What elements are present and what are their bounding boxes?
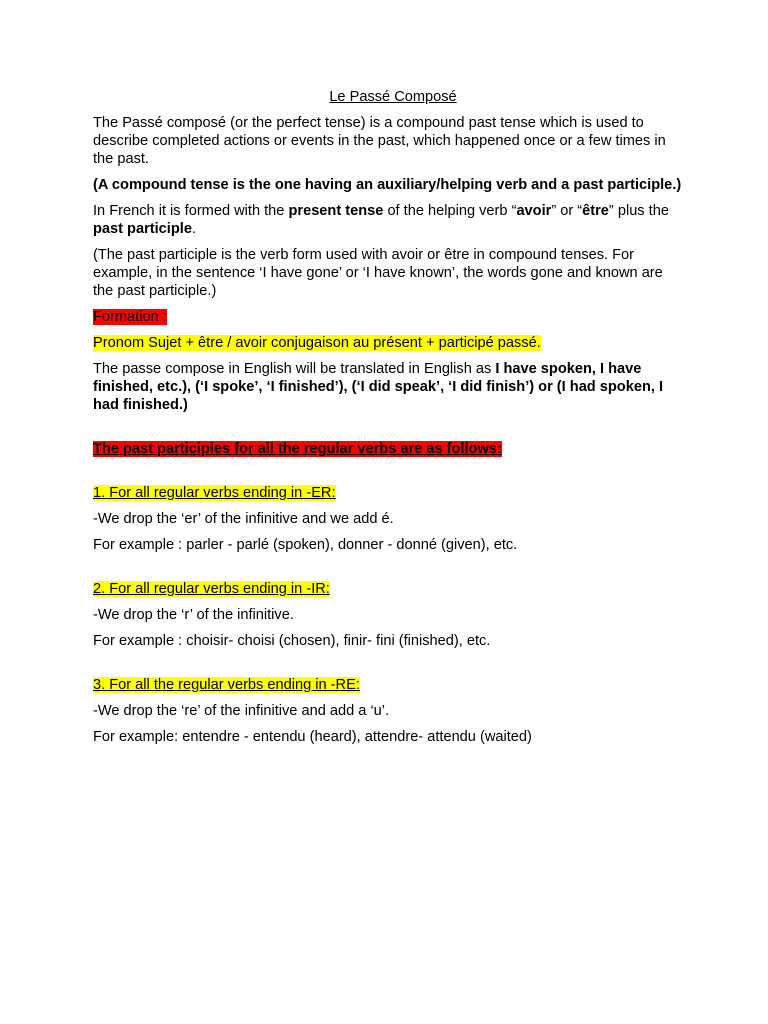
participles-heading-line: [93, 440, 683, 458]
formed-bold-past-participle: past participle: [93, 221, 192, 237]
formed-text-4: ” plus the: [608, 203, 669, 219]
spacer: [93, 422, 683, 440]
translation-bold: I have spoken, I have finished, etc.), (‘I spoke’, ‘I finished’), (‘I did speak’, ‘I did finish’) or (I had spoken, I had finished.): [93, 361, 664, 413]
section-rule-er: -We drop the ‘er’ of the infinitive and we add é.: [93, 511, 394, 527]
translation-paragraph: [93, 360, 683, 414]
section-heading-line: [93, 580, 683, 598]
spacer: [93, 658, 683, 676]
spacer: [93, 466, 683, 484]
translation-text: The passe compose in English will be translated in English as: [93, 361, 496, 377]
formed-paragraph: [93, 202, 683, 238]
formation-label: Formation :: [93, 309, 167, 325]
section-rule-ir: -We drop the ‘r’ of the infinitive.: [93, 607, 294, 623]
formation-label-line: [93, 308, 683, 326]
formula: Pronom Sujet + être / avoir conjugaison au présent + participé passé.: [93, 335, 541, 351]
formed-bold-present-tense: present tense: [288, 203, 384, 219]
formed-bold-etre: être: [582, 203, 609, 219]
compound-note: [93, 176, 683, 194]
spacer: [93, 562, 683, 580]
section-heading-er: 1. For all regular verbs ending in -ER:: [93, 485, 336, 501]
section-heading-line: [93, 484, 683, 502]
section-rule-re: -We drop the ‘re’ of the infinitive and add a ‘u’.: [93, 703, 390, 719]
section-heading-re: 3. For all the regular verbs ending in -RE:: [93, 677, 360, 693]
document-body: [93, 88, 683, 754]
section-heading-line: [93, 676, 683, 694]
participles-heading: The past participles for all the regular verbs are as follows:: [93, 441, 502, 457]
section-example-ir: For example : choisir- choisi (chosen), finir- fini (finished), etc.: [93, 633, 491, 649]
formed-text-3: ” or “: [551, 203, 583, 219]
section-example-re: For example: entendre - entendu (heard), attendre- attendu (waited): [93, 729, 532, 745]
compound-note-text: (A compound tense is the one having an auxiliary/helping verb and a past participle.): [93, 177, 682, 193]
intro-paragraph: The Passé composé (or the perfect tense) is a compound past tense which is used to describe completed actions or events in the past, which happened once or a few times in the past.: [93, 115, 666, 167]
section-example-er: For example : parler - parlé (spoken), donner - donné (given), etc.: [93, 537, 518, 553]
page-title: Le Passé Composé: [329, 89, 457, 105]
section-heading-ir: 2. For all regular verbs ending in -IR:: [93, 581, 330, 597]
formula-line: [93, 334, 683, 352]
formed-bold-avoir: avoir: [516, 203, 552, 219]
formed-text-5: .: [191, 221, 197, 237]
formed-text-2: of the helping verb “: [383, 203, 517, 219]
participle-note: (The past participle is the verb form used with avoir or être in compound tenses. For example, in the sentence ‘I have gone’ or ‘I have known’, the words gone and known are the past participle.): [93, 247, 663, 299]
formed-text-1: In French it is formed with the: [93, 203, 289, 219]
